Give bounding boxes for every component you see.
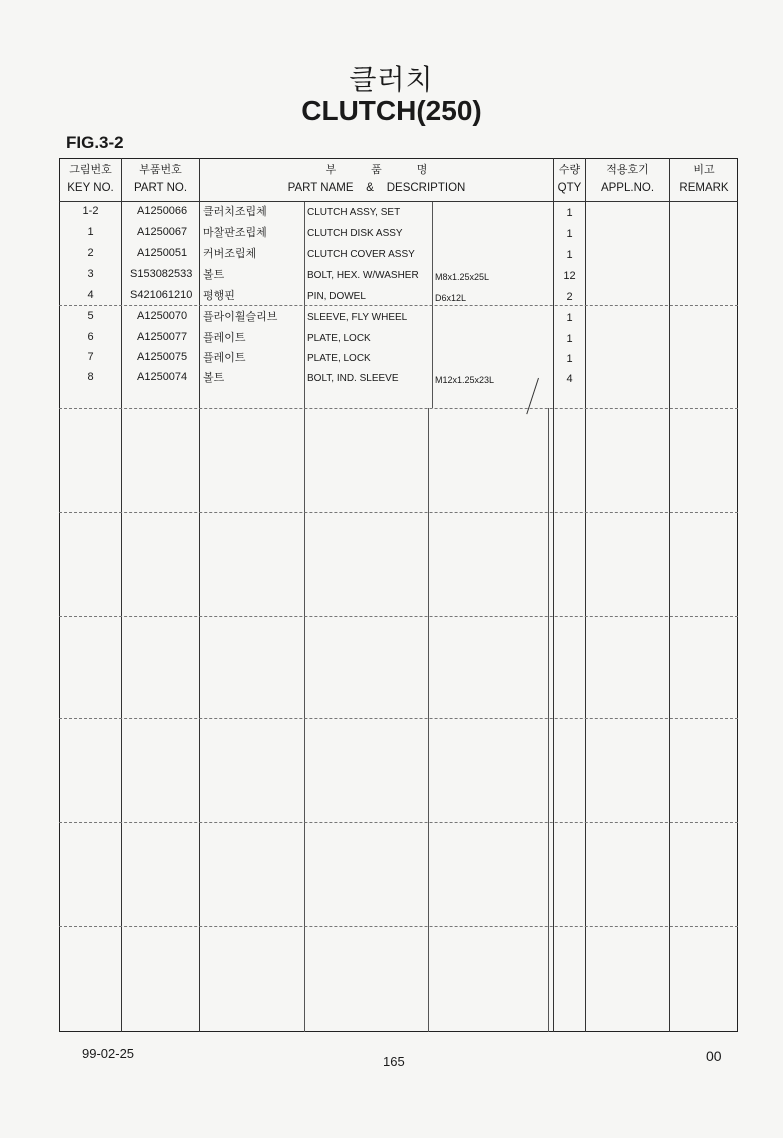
part-name-english-cell: SLEEVE, FLY WHEEL [307,312,408,323]
part-no-cell: S153082533 [130,268,193,280]
part-name-korean-cell: 마찰판조립체 [203,226,267,239]
column-divider [121,158,122,1032]
qty-cell: 1 [566,249,573,261]
row-divider [59,616,738,617]
part-name-korean-cell: 커버조립체 [203,247,257,260]
part-no-cell: A1250066 [137,205,188,217]
key-no-cell: 5 [87,310,94,322]
column-divider [553,158,554,1032]
page-title-english: CLUTCH(250) [301,95,482,126]
key-no-cell: 4 [87,289,94,301]
header-rule [59,201,738,202]
row-divider [59,926,738,927]
header-appl-no: 적용호기 APPL.NO. [600,163,655,194]
header-remark: 비고 REMARK [679,163,729,194]
column-divider [548,408,549,1032]
qty-cell: 4 [566,373,573,385]
row-divider [59,408,738,409]
spec-cell: M8x1.25x25L [435,272,490,282]
revision-number: 00 [706,1048,722,1064]
part-no-cell: A1250051 [137,247,188,259]
footer-date: 99-02-25 [82,1046,135,1061]
row-divider [59,718,738,719]
column-divider [304,202,305,1032]
part-name-english-cell: PIN, DOWEL [307,291,366,302]
part-name-english-cell: BOLT, HEX. W/WASHER [307,270,419,281]
spec-cell: D6x12L [435,293,467,303]
key-no-cell: 7 [87,351,94,363]
part-no-cell: A1250074 [137,371,188,383]
part-name-korean-cell: 클러치조립체 [203,205,267,218]
header-key-no: 그림번호 KEY NO. [67,163,114,194]
key-no-cell: 3 [87,268,94,280]
part-name-english-cell: CLUTCH COVER ASSY [307,249,415,260]
part-no-cell: A1250070 [137,310,188,322]
key-no-cell: 2 [87,247,94,259]
qty-cell: 1 [566,207,573,219]
part-no-cell: S421061210 [130,289,193,301]
header-qty: 수량 QTY [557,163,582,194]
spec-cell: M12x1.25x23L [435,375,495,385]
part-name-english-cell: BOLT, IND. SLEEVE [307,373,399,384]
part-name-korean-cell: 플레이트 [203,351,246,364]
header-part-no: 부품번호 PART NO. [133,163,188,194]
part-no-cell: A1250075 [137,351,188,363]
part-name-korean-cell: 볼트 [203,268,225,281]
row-divider [59,822,738,823]
qty-cell: 1 [566,333,573,345]
header-part-name: 부 품 명 PART NAME & DESCRIPTION [287,163,466,194]
key-no-cell: 1-2 [82,205,99,217]
row-divider [59,512,738,513]
qty-cell: 12 [563,270,576,282]
part-name-korean-cell: 플레이트 [203,331,246,344]
qty-cell: 2 [566,291,573,303]
column-divider [669,158,670,1032]
key-no-cell: 6 [87,331,94,343]
part-name-english-cell: PLATE, LOCK [307,353,371,364]
key-no-cell: 8 [87,371,94,383]
column-divider [428,408,429,1032]
part-name-korean-cell: 평행핀 [203,289,235,302]
part-name-english-cell: PLATE, LOCK [307,333,371,344]
part-no-cell: A1250077 [137,331,188,343]
qty-cell: 1 [566,228,573,240]
key-no-cell: 1 [87,226,94,238]
qty-cell: 1 [566,353,573,365]
part-name-korean-cell: 볼트 [203,371,225,384]
page-title-korean: 클러치 [349,63,434,96]
page-number: 165 [383,1054,405,1069]
part-name-english-cell: CLUTCH ASSY, SET [307,207,401,218]
part-name-korean-cell: 플라이휠슬리브 [203,310,278,323]
part-no-cell: A1250067 [137,226,188,238]
part-name-english-cell: CLUTCH DISK ASSY [307,228,403,239]
row-divider [59,305,738,306]
column-divider [199,158,200,1032]
figure-label: FIG.3-2 [66,133,124,152]
qty-cell: 1 [566,312,573,324]
column-divider [585,158,586,1032]
